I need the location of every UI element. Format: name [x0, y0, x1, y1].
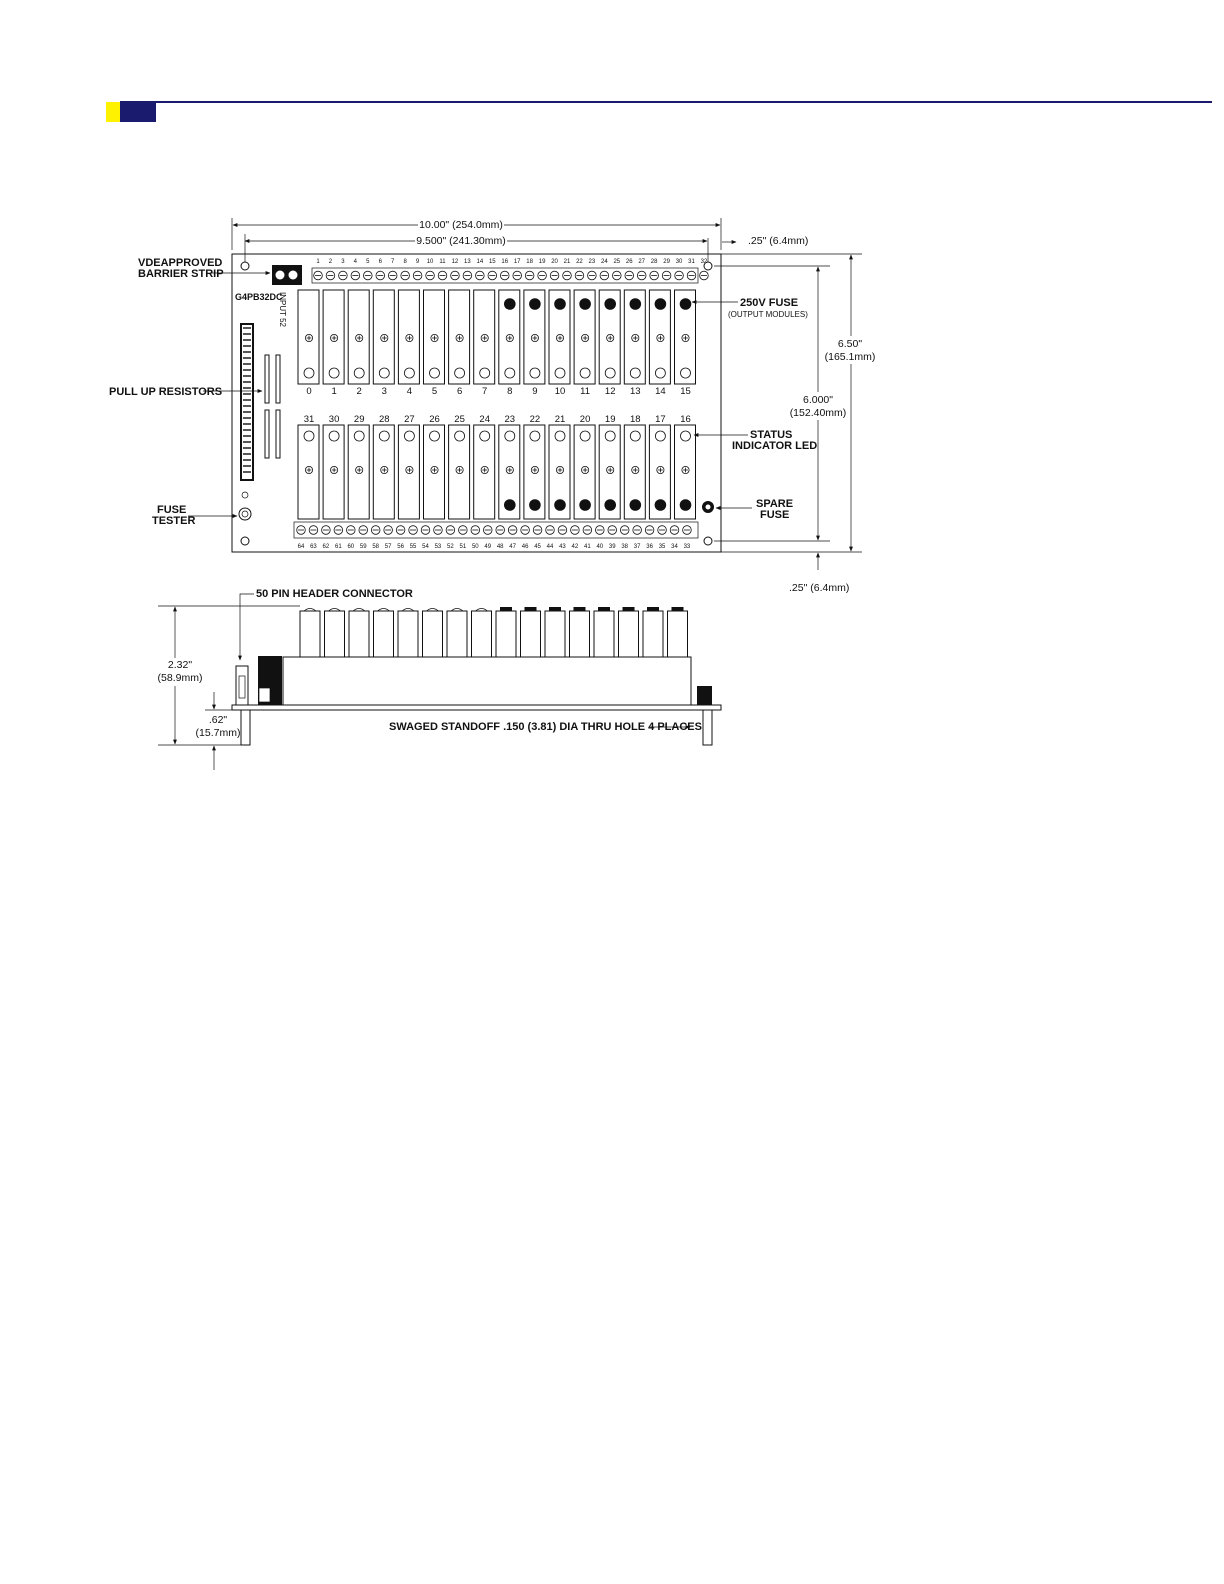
status-led	[404, 431, 414, 441]
terminal-label: 58	[372, 544, 380, 550]
callout-status-2: INDICATOR LED	[732, 440, 818, 452]
module-number: 8	[507, 386, 513, 397]
terminal-label: 16	[501, 259, 509, 265]
terminal-label: 59	[359, 544, 367, 550]
terminal-label: 49	[484, 544, 492, 550]
output-fuse	[504, 298, 516, 310]
status-led	[480, 368, 490, 378]
callout-250v-fuse-sub: (OUTPUT MODULES)	[728, 310, 808, 319]
terminal-label: 7	[391, 259, 395, 265]
terminal-label: 32	[700, 259, 708, 265]
terminal-label: 12	[451, 259, 459, 265]
side-fuse-cap	[672, 607, 684, 611]
callout-vde-1: VDEAPPROVED	[138, 257, 223, 269]
output-fuse	[504, 499, 516, 511]
terminal-label: 40	[596, 544, 604, 550]
status-led	[681, 431, 691, 441]
module-number: 13	[630, 386, 641, 397]
terminal-label: 50	[471, 544, 479, 550]
terminal-label: 15	[488, 259, 496, 265]
side-barrier-cutout	[259, 688, 270, 702]
status-led	[480, 431, 490, 441]
dim-side-height-2: (58.9mm)	[157, 672, 203, 684]
side-module	[472, 611, 492, 657]
module-number: 1	[331, 386, 337, 397]
terminal-label: 52	[447, 544, 454, 550]
terminal-label: 13	[464, 259, 471, 265]
terminal-label: 60	[347, 544, 355, 550]
status-led	[329, 368, 339, 378]
output-fuse	[579, 298, 591, 310]
status-led	[304, 431, 314, 441]
output-fuse	[529, 298, 541, 310]
dim-edge-top: .25" (6.4mm)	[748, 235, 809, 247]
module-number: 28	[379, 414, 390, 425]
module-number: 9	[532, 386, 538, 397]
dim-standoff-1: .62"	[208, 714, 228, 726]
side-fuse-cap	[598, 607, 610, 611]
terminal-label: 43	[559, 544, 566, 550]
status-led	[655, 368, 665, 378]
dim-edge-bottom: .25" (6.4mm)	[789, 582, 850, 594]
status-led	[580, 368, 590, 378]
status-led	[630, 431, 640, 441]
terminal-label: 6	[378, 259, 382, 265]
callout-fuse-tester-1: FUSE	[157, 504, 187, 516]
terminal-label: 56	[397, 544, 404, 550]
module-number: 2	[356, 386, 362, 397]
terminal-label: 14	[476, 259, 484, 265]
output-fuse	[680, 298, 692, 310]
status-led	[404, 368, 414, 378]
mounting-hole	[704, 537, 712, 545]
side-module	[398, 611, 418, 657]
status-led	[455, 431, 465, 441]
callout-status-1: STATUS	[750, 429, 793, 441]
header-connector-top	[241, 324, 253, 480]
side-module	[668, 611, 688, 657]
terminal-label: 64	[297, 544, 305, 550]
terminal-label: 34	[671, 544, 678, 550]
status-led	[681, 368, 691, 378]
module-number: 14	[655, 386, 666, 397]
terminal-label: 33	[683, 544, 691, 550]
status-led	[530, 431, 540, 441]
module-number: 29	[353, 414, 365, 425]
side-terminal-block	[697, 686, 712, 705]
terminal-label: 20	[551, 259, 558, 265]
status-led	[430, 431, 440, 441]
terminal-label: 53	[434, 544, 442, 550]
side-module	[619, 611, 639, 657]
callout-spare-1: SPARE	[756, 498, 794, 510]
status-led	[354, 368, 364, 378]
terminal-label: 61	[335, 544, 342, 550]
status-led	[505, 431, 515, 441]
terminal-label: 41	[584, 544, 591, 550]
output-fuse	[630, 298, 642, 310]
terminal-label: 63	[310, 544, 317, 550]
terminal-label: 10	[426, 259, 434, 265]
module-number: 3	[381, 386, 387, 397]
side-module-base	[283, 657, 691, 705]
terminal-label: 45	[534, 544, 541, 550]
terminal-label: 22	[576, 259, 583, 265]
callout-pull-up: PULL UP RESISTORS	[109, 386, 223, 398]
terminal-label: 29	[663, 259, 670, 265]
terminal-label: 35	[658, 544, 666, 550]
dim-height-holes-2: (152.40mm)	[789, 407, 847, 419]
side-module	[545, 611, 565, 657]
terminal-label: 55	[409, 544, 417, 550]
side-module	[423, 611, 443, 657]
terminal-label: 19	[538, 259, 546, 265]
status-led	[655, 431, 665, 441]
side-module	[325, 611, 345, 657]
module-number: 23	[504, 414, 516, 425]
side-fuse-cap	[500, 607, 512, 611]
module-number: 7	[482, 386, 488, 397]
module-number: 30	[328, 414, 340, 425]
terminal-label: 1	[316, 259, 320, 265]
terminal-label: 37	[633, 544, 641, 550]
side-module	[594, 611, 614, 657]
terminal-label: 46	[521, 544, 529, 550]
terminal-label: 8	[403, 259, 407, 265]
output-fuse	[529, 499, 541, 511]
module-number: 6	[456, 386, 463, 397]
terminal-label: 3	[341, 259, 345, 265]
dim-width-holes: 9.500" (241.30mm)	[416, 235, 506, 247]
output-fuse	[655, 298, 667, 310]
terminal-label: 30	[675, 259, 683, 265]
callout-header-connector: 50 PIN HEADER CONNECTOR	[256, 588, 413, 600]
side-fuse-cap	[623, 607, 635, 611]
callout-vde-2: BARRIER STRIP	[138, 268, 224, 280]
module-number: 5	[431, 386, 438, 397]
status-led	[630, 368, 640, 378]
side-module	[496, 611, 516, 657]
status-led	[555, 368, 565, 378]
status-led	[580, 431, 590, 441]
status-led	[329, 431, 339, 441]
terminal-label: 47	[509, 544, 516, 550]
side-header-connector	[236, 666, 248, 705]
module-number: 26	[429, 414, 440, 425]
terminal-label: 18	[526, 259, 533, 265]
module-number: 18	[630, 414, 641, 425]
terminal-label: 31	[688, 259, 695, 265]
status-led	[505, 368, 515, 378]
side-module	[570, 611, 590, 657]
status-led	[430, 368, 440, 378]
module-number: 20	[579, 414, 591, 425]
callout-spare-2: FUSE	[760, 509, 790, 521]
output-fuse	[680, 499, 692, 511]
terminal-label: 28	[650, 259, 658, 265]
pull-up-resistor	[265, 410, 269, 458]
module-number: 22	[529, 414, 541, 425]
output-fuse	[604, 499, 616, 511]
module-number: 19	[604, 414, 616, 425]
pull-up-resistor	[265, 355, 269, 403]
side-module	[349, 611, 369, 657]
terminal-label: 51	[459, 544, 467, 550]
side-fuse-cap	[647, 607, 659, 611]
mounting-hole	[241, 262, 249, 270]
terminal-label: 2	[328, 259, 333, 265]
side-module	[521, 611, 541, 657]
status-led	[354, 431, 364, 441]
status-led	[455, 368, 465, 378]
status-led	[530, 368, 540, 378]
terminal-label: 5	[366, 259, 370, 265]
terminal-label: 11	[439, 259, 446, 265]
side-module	[374, 611, 394, 657]
status-led	[379, 431, 389, 441]
pull-up-resistor	[276, 410, 280, 458]
dim-height-total-2: (165.1mm)	[824, 351, 876, 363]
side-module	[643, 611, 663, 657]
terminal-label: 25	[613, 259, 621, 265]
module-number: 0	[306, 386, 312, 397]
terminal-label: 26	[625, 259, 633, 265]
dim-height-total-1: 6.50"	[837, 338, 863, 350]
module-number: 16	[680, 414, 691, 425]
callout-fuse-tester-2: TESTER	[152, 515, 196, 527]
dim-height-holes-1: 6.000"	[802, 394, 834, 406]
fuse-tester	[239, 508, 251, 520]
output-fuse	[579, 499, 591, 511]
terminal-label: 62	[322, 544, 330, 550]
terminal-label: 4	[353, 259, 358, 265]
terminal-label: 54	[422, 544, 429, 550]
module-number: 24	[479, 414, 490, 425]
output-fuse	[630, 499, 642, 511]
module-number: 17	[655, 414, 666, 425]
status-led	[304, 368, 314, 378]
status-led	[605, 368, 615, 378]
board-model-text: G4PB32DC	[235, 292, 283, 302]
callout-250v-fuse: 250V FUSE	[740, 297, 799, 309]
terminal-label: 24	[601, 259, 608, 265]
output-fuse	[655, 499, 667, 511]
terminal-label: 36	[646, 544, 653, 550]
status-led	[605, 431, 615, 441]
terminal-label: 27	[638, 259, 646, 265]
side-standoff	[703, 710, 712, 745]
module-number: 15	[680, 386, 691, 397]
module-number: 11	[580, 386, 591, 397]
terminal-label: 42	[571, 544, 579, 550]
terminal-label: 44	[546, 544, 554, 550]
status-led	[555, 431, 565, 441]
module-number: 12	[604, 386, 616, 397]
side-module	[447, 611, 467, 657]
module-number: 27	[404, 414, 415, 425]
side-standoff	[241, 710, 250, 745]
terminal-label: 39	[608, 544, 616, 550]
terminal-label: 17	[513, 259, 521, 265]
pull-up-resistor	[276, 355, 280, 403]
module-number: 4	[406, 386, 413, 397]
mounting-hole	[241, 537, 249, 545]
output-fuse	[554, 298, 566, 310]
side-module	[300, 611, 320, 657]
module-number: 10	[554, 386, 566, 397]
terminal-label: 48	[496, 544, 504, 550]
side-pcb	[232, 705, 721, 710]
terminal-label: 23	[588, 259, 596, 265]
dim-standoff-2: (15.7mm)	[195, 727, 241, 739]
status-led	[379, 368, 389, 378]
terminal-label: 21	[563, 259, 571, 265]
callout-standoff: SWAGED STANDOFF .150 (3.81) DIA THRU HOLE 4 PLACES	[389, 721, 702, 733]
side-fuse-cap	[549, 607, 561, 611]
module-number: 25	[454, 414, 465, 425]
terminal-label: 38	[621, 544, 629, 550]
terminal-label: 57	[384, 544, 392, 550]
terminal-label: 9	[415, 259, 420, 265]
side-fuse-cap	[574, 607, 586, 611]
side-fuse-cap	[525, 607, 537, 611]
output-fuse	[604, 298, 616, 310]
dim-width-total: 10.00" (254.0mm)	[419, 219, 503, 231]
module-number: 31	[303, 414, 315, 425]
module-number: 21	[554, 414, 566, 425]
board-side-text: INPUT 52	[278, 292, 287, 327]
dim-side-height-1: 2.32"	[167, 659, 193, 671]
output-fuse	[554, 499, 566, 511]
